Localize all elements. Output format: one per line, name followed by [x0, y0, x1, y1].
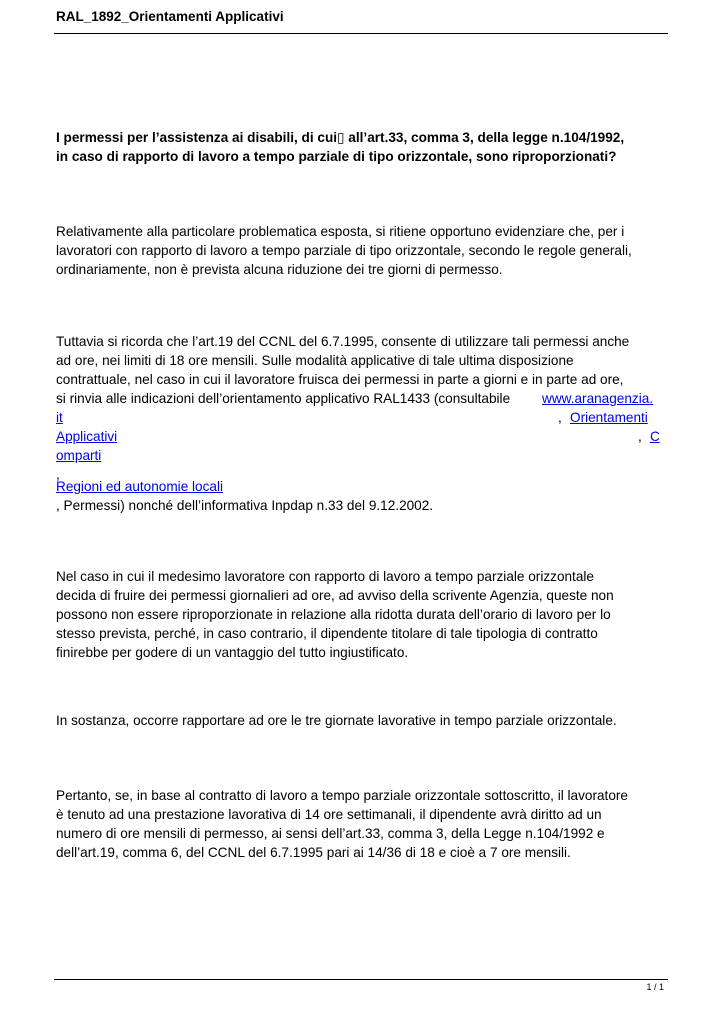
document-header-title: RAL_1892_Orientamenti Applicativi: [56, 9, 284, 24]
comparti-link-continued[interactable]: omparti: [56, 448, 102, 463]
header-divider: [54, 33, 668, 34]
paragraph-1: [56, 222, 672, 279]
text-line: è tenuto ad una prestazione lavorativa di 14 ore settimanali, il dipendente avrà diritto ad un: [56, 807, 602, 822]
paragraph-3: [56, 567, 672, 662]
footer-divider: [54, 979, 668, 980]
text-line: ad ore, nei limiti di 18 ore mensili. Sulle modalità applicative di tale ultima disposizione: [56, 353, 574, 368]
text-line: numero di ore mensili di permesso, ai sensi dell’art.33, comma 3, della Legge n.104/1992 e: [56, 826, 605, 841]
text-line: si rinvia alle indicazioni dell’orientamento applicativo RAL1433 (consultabile: [56, 391, 511, 406]
text-line: dell’art.19, comma 6, del CCNL del 6.7.1995 pari ai 14/36 di 18 e cioè a 7 ore mensili.: [56, 845, 571, 860]
paragraph-5: [56, 786, 672, 862]
text-line: Pertanto, se, in base al contratto di lavoro a tempo parziale orizzontale sottoscritto, il lavoratore: [56, 788, 628, 803]
text-line: Relativamente alla particolare problematica esposta, si ritiene opportuno evidenziare che, per i: [56, 224, 625, 239]
text-line: decida di fruire dei permessi giornalieri ad ore, ad avviso della scrivente Agenzia, queste non: [56, 588, 614, 603]
separator-comma: ,: [638, 429, 642, 444]
text-line: Nel caso in cui il medesimo lavoratore con rapporto di lavoro a tempo parziale orizzontale: [56, 569, 594, 584]
paragraph-2-tail: , Permessi) nonché dell’informativa Inpdap n.33 del 9.12.2002.: [56, 498, 434, 513]
question-line: in caso di rapporto di lavoro a tempo parziale di tipo orizzontale, sono riproporzionati?: [56, 149, 617, 164]
site-link-continued[interactable]: it: [56, 410, 63, 425]
text-line: Tuttavia si ricorda che l’art.19 del CCNL del 6.7.1995, consente di utilizzare tali permessi anche: [56, 334, 630, 349]
text-line: stesso prevista, perché, in caso contrario, il dipendente titolare di tale tipologia di contratto: [56, 626, 598, 641]
separator-comma: ,: [56, 467, 60, 482]
text-line: finirebbe per godere di un vantaggio del tutto ingiustificato.: [56, 645, 409, 660]
text-line: In sostanza, occorre rapportare ad ore le tre giornate lavorative in tempo parziale orizzontale.: [56, 713, 617, 728]
regioni-link[interactable]: Regioni ed autonomie locali: [56, 479, 224, 494]
text-line: ordinariamente, non è prevista alcuna riduzione dei tre giorni di permesso.: [56, 262, 503, 277]
text-line: lavoratori con rapporto di lavoro a tempo parziale di tipo orizzontale, secondo le regole generali,: [56, 243, 632, 258]
text-line: possono non essere riproporzionate in relazione alla ridotta durata dell’orario di lavoro per lo: [56, 607, 611, 622]
site-link[interactable]: www.aranagenzia.: [542, 391, 654, 406]
paragraph-4: [56, 711, 672, 730]
text-line: contrattuale, nel caso in cui il lavoratore fruisca dei permessi in parte a giorni e in parte ad ore,: [56, 372, 624, 387]
orientamenti-link[interactable]: Orientamenti: [570, 410, 648, 425]
question-heading: [56, 128, 672, 166]
orientamenti-link-continued[interactable]: Applicativi: [56, 429, 118, 444]
separator-comma: ,: [558, 410, 562, 425]
page-number: 1 / 1: [646, 982, 664, 992]
comparti-link[interactable]: C: [650, 429, 660, 444]
question-line: I permessi per l’assistenza ai disabili, di cui▯ all’art.33, comma 3, della legge n.104/1992,: [56, 130, 625, 145]
